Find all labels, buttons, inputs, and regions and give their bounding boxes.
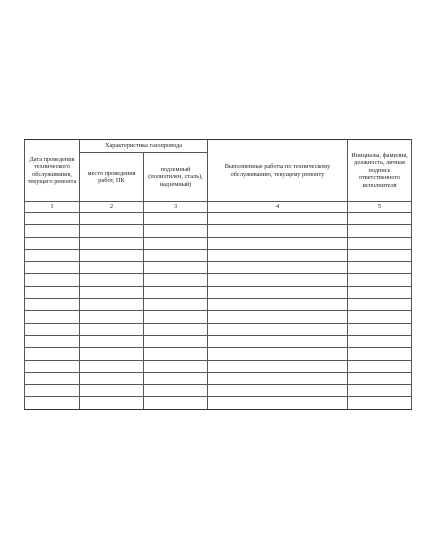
table-cell: [208, 225, 348, 237]
column-number: 2: [80, 202, 144, 213]
table-cell: [80, 397, 144, 409]
table-body: [25, 202, 412, 410]
table-cell: [144, 249, 208, 261]
table-cell: [80, 348, 144, 360]
header-row-top: [25, 140, 412, 153]
table-row: [25, 323, 412, 335]
table-row: [25, 274, 412, 286]
table-cell: [208, 311, 348, 323]
table-cell: [25, 397, 80, 409]
table-cell: [208, 237, 348, 249]
header-works-performed: Выполненные работы по техническому обслуживанию, текущему ремонту: [208, 140, 348, 202]
table-row: [25, 335, 412, 347]
maintenance-log-table: [24, 139, 412, 410]
table-cell: [208, 213, 348, 225]
table-cell: [25, 225, 80, 237]
table-cell: [348, 262, 412, 274]
table-cell: [144, 262, 208, 274]
table-row: [25, 372, 412, 384]
table-row: [25, 348, 412, 360]
table-cell: [80, 274, 144, 286]
table-cell: [80, 323, 144, 335]
table-cell: [208, 372, 348, 384]
table-cell: [80, 237, 144, 249]
table-row: [25, 299, 412, 311]
table-cell: [144, 237, 208, 249]
table-cell: [144, 286, 208, 298]
table-row: [25, 360, 412, 372]
table-cell: [80, 311, 144, 323]
table-row: [25, 397, 412, 409]
table-cell: [348, 274, 412, 286]
table-row: [25, 262, 412, 274]
table-cell: [144, 274, 208, 286]
header-pipeline-characteristics: Характеристика газопровода: [80, 140, 208, 153]
table-cell: [348, 360, 412, 372]
table-cell: [25, 385, 80, 397]
table-cell: [25, 249, 80, 261]
table-cell: [348, 225, 412, 237]
table-cell: [144, 335, 208, 347]
table-cell: [80, 299, 144, 311]
table-row: [25, 237, 412, 249]
table-cell: [348, 311, 412, 323]
table-cell: [208, 286, 348, 298]
table-cell: [348, 372, 412, 384]
table-cell: [80, 249, 144, 261]
table-cell: [80, 335, 144, 347]
table-cell: [25, 311, 80, 323]
table-cell: [144, 323, 208, 335]
header-responsible-person: Инициалы, фамилия, должность, личная подпись ответственного исполнителя: [348, 140, 412, 202]
table-cell: [25, 213, 80, 225]
table-cell: [144, 311, 208, 323]
table-cell: [348, 323, 412, 335]
table-cell: [144, 213, 208, 225]
table-cell: [208, 335, 348, 347]
column-number-row: [25, 202, 412, 213]
table-cell: [25, 335, 80, 347]
table-cell: [144, 397, 208, 409]
table-cell: [208, 299, 348, 311]
table-cell: [208, 262, 348, 274]
table-cell: [208, 397, 348, 409]
table-cell: [80, 286, 144, 298]
table-cell: [348, 237, 412, 249]
table-cell: [208, 274, 348, 286]
table-cell: [25, 372, 80, 384]
column-number: 4: [208, 202, 348, 213]
table-cell: [348, 348, 412, 360]
table-cell: [144, 360, 208, 372]
table-cell: [208, 348, 348, 360]
table-cell: [25, 262, 80, 274]
table-cell: [348, 397, 412, 409]
table-row: [25, 213, 412, 225]
header-date: Дата проведения технического обслуживания, текущего ремонта: [25, 140, 80, 202]
table-row: [25, 385, 412, 397]
table-cell: [348, 286, 412, 298]
header-work-location: место проведения работ, ПК: [80, 153, 144, 202]
column-number: 3: [144, 202, 208, 213]
table-cell: [144, 299, 208, 311]
column-number: 1: [25, 202, 80, 213]
table-cell: [144, 372, 208, 384]
table-cell: [25, 360, 80, 372]
table-row: [25, 286, 412, 298]
table-cell: [348, 213, 412, 225]
table-cell: [348, 249, 412, 261]
table-cell: [208, 385, 348, 397]
table-cell: [25, 286, 80, 298]
header-pipeline-type: подземный (полиэтилен, сталь), надземный): [144, 153, 208, 202]
table-cell: [80, 372, 144, 384]
table-cell: [348, 335, 412, 347]
table-cell: [208, 360, 348, 372]
table-cell: [25, 348, 80, 360]
table-cell: [208, 249, 348, 261]
table-cell: [80, 213, 144, 225]
table-cell: [144, 385, 208, 397]
table-cell: [25, 237, 80, 249]
table-cell: [80, 225, 144, 237]
column-number: 5: [348, 202, 412, 213]
table-cell: [348, 299, 412, 311]
table-cell: [144, 348, 208, 360]
table-cell: [80, 385, 144, 397]
table-cell: [25, 299, 80, 311]
table-row: [25, 225, 412, 237]
table-row: [25, 249, 412, 261]
table-cell: [208, 323, 348, 335]
table-cell: [80, 262, 144, 274]
table-cell: [144, 225, 208, 237]
table-row: [25, 311, 412, 323]
table-cell: [348, 385, 412, 397]
table-cell: [25, 274, 80, 286]
table-cell: [80, 360, 144, 372]
table-cell: [25, 323, 80, 335]
